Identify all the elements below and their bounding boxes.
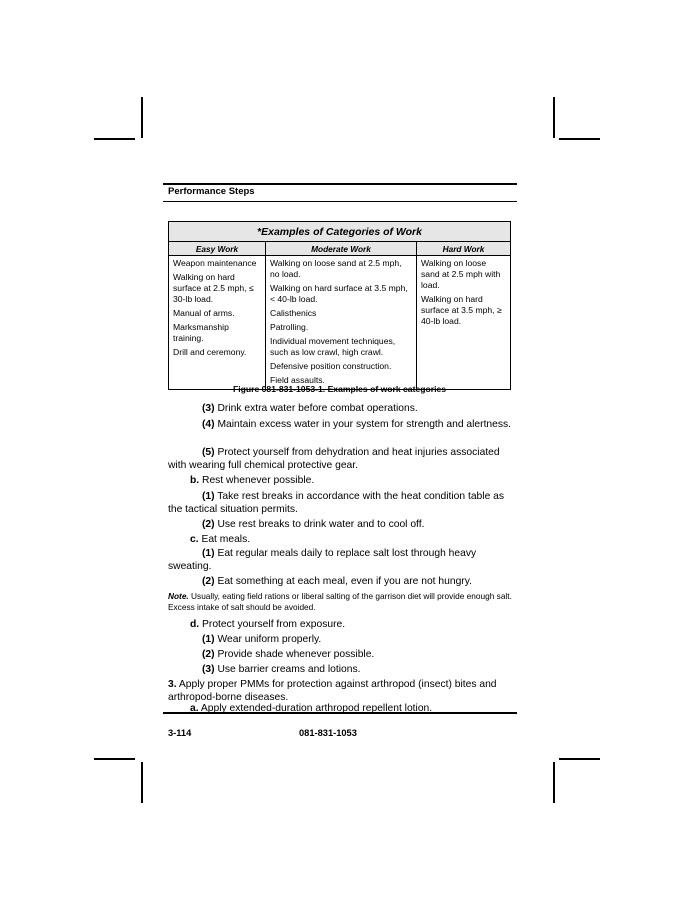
step-number: (2) <box>202 576 215 587</box>
crop-mark <box>94 138 135 140</box>
step-text: Eat meals. <box>198 534 251 545</box>
crop-mark <box>141 762 143 803</box>
step-number: c. <box>190 534 199 545</box>
step-text: Use rest breaks to drink water and to cool off. <box>214 519 425 530</box>
step-text: Provide shade whenever possible. <box>214 649 375 660</box>
crop-mark <box>559 138 600 140</box>
table-title: *Examples of Categories of Work <box>169 222 511 242</box>
list-item: Manual of arms. <box>173 308 235 318</box>
list-item: Walking on hard surface at 3.5 mph, < 40-lb load. <box>270 283 408 304</box>
task-number: 081-831-1053 <box>299 728 357 738</box>
list-item: Individual movement techniques, such as low crawl, high crawl. <box>270 336 396 357</box>
crop-mark <box>553 762 555 803</box>
note-label: Note. <box>168 591 189 601</box>
step-text: Eat something at each meal, even if you are not hungry. <box>214 576 472 587</box>
step-paragraph <box>168 418 513 431</box>
page-number: 3-114 <box>168 728 192 738</box>
step-text: Rest whenever possible. <box>199 475 315 486</box>
step-paragraph <box>168 633 513 646</box>
step-text: Take rest breaks in accordance with the heat condition table as the tactical situation permits. <box>168 491 505 515</box>
step-text: Apply proper PMMs for protection against arthropod (insect) bites and arthropod-borne diseases. <box>168 679 497 703</box>
note-block <box>168 591 513 612</box>
list-item: Field assaults. <box>270 375 325 385</box>
step-paragraph <box>168 648 513 661</box>
step-number: (3) <box>202 664 215 675</box>
step-number: (1) <box>202 634 215 645</box>
column-header-moderate: Moderate Work <box>266 242 417 256</box>
step-number: d. <box>190 619 200 630</box>
step-number: b. <box>190 475 200 486</box>
step-number: (1) <box>202 491 215 502</box>
list-item: Drill and ceremony. <box>173 347 247 357</box>
crop-mark <box>141 97 143 138</box>
step-paragraph <box>168 547 513 573</box>
header-rule <box>163 183 517 185</box>
column-header-hard: Hard Work <box>417 242 511 256</box>
footer-rule <box>163 712 517 714</box>
step-text: Wear uniform properly. <box>214 634 322 645</box>
step-number: (2) <box>202 519 215 530</box>
work-categories-table <box>168 221 511 390</box>
hard-work-cell <box>417 256 511 390</box>
step-paragraph <box>168 575 513 588</box>
step-number: (5) <box>202 447 215 458</box>
step-paragraph <box>168 618 513 631</box>
step-number: a. <box>190 703 199 714</box>
step-paragraph <box>168 474 513 487</box>
list-item: Weapon maintenance <box>173 258 257 268</box>
step-paragraph <box>168 663 513 676</box>
step-text: Use barrier creams and lotions. <box>214 664 361 675</box>
easy-work-cell <box>169 256 266 390</box>
crop-mark <box>553 97 555 138</box>
column-header-easy: Easy Work <box>169 242 266 256</box>
step-text: Maintain excess water in your system for strength and alertness. <box>214 419 512 430</box>
figure-caption: Figure 081-831-1053-1. Examples of work categories <box>232 384 447 394</box>
step-paragraph <box>168 678 513 704</box>
header-underline <box>163 201 517 202</box>
list-item: Marksmanship training. <box>173 322 229 343</box>
step-paragraph <box>168 446 513 472</box>
step-text: Apply extended-duration arthropod repellent lotion. <box>198 703 433 714</box>
crop-mark <box>94 758 135 760</box>
crop-mark <box>559 758 600 760</box>
list-item: Defensive position construction. <box>270 361 392 371</box>
step-number: (2) <box>202 649 215 660</box>
step-number: (4) <box>202 419 215 430</box>
list-item: Walking on hard surface at 3.5 mph, ≥ 40-lb load. <box>421 294 502 326</box>
list-item: Walking on loose sand at 2.5 mph, no load. <box>270 258 402 279</box>
step-text: Eat regular meals daily to replace salt lost through heavy sweating. <box>168 548 477 572</box>
step-text: Protect yourself from exposure. <box>199 619 346 630</box>
step-paragraph <box>168 518 513 531</box>
section-title: Performance Steps <box>168 186 255 197</box>
list-item: Patrolling. <box>270 322 309 332</box>
step-number: (3) <box>202 403 215 414</box>
step-number: 3. <box>168 679 177 690</box>
note-text: Usually, eating field rations or liberal salting of the garrison diet will provide enough salt. Excess intake of salt should be avoided. <box>168 591 512 612</box>
step-text: Protect yourself from dehydration and heat injuries associated with wearing full chemical protective gear. <box>168 447 500 471</box>
step-paragraph <box>168 402 513 415</box>
list-item: Calisthenics <box>270 308 317 318</box>
step-paragraph <box>168 490 513 516</box>
step-text: Drink extra water before combat operations. <box>214 403 418 414</box>
list-item: Walking on hard surface at 2.5 mph, ≤ 30-lb load. <box>173 272 254 304</box>
step-paragraph <box>168 533 513 546</box>
list-item: Walking on loose sand at 2.5 mph with load. <box>421 258 501 290</box>
step-number: (1) <box>202 548 215 559</box>
moderate-work-cell <box>266 256 417 390</box>
